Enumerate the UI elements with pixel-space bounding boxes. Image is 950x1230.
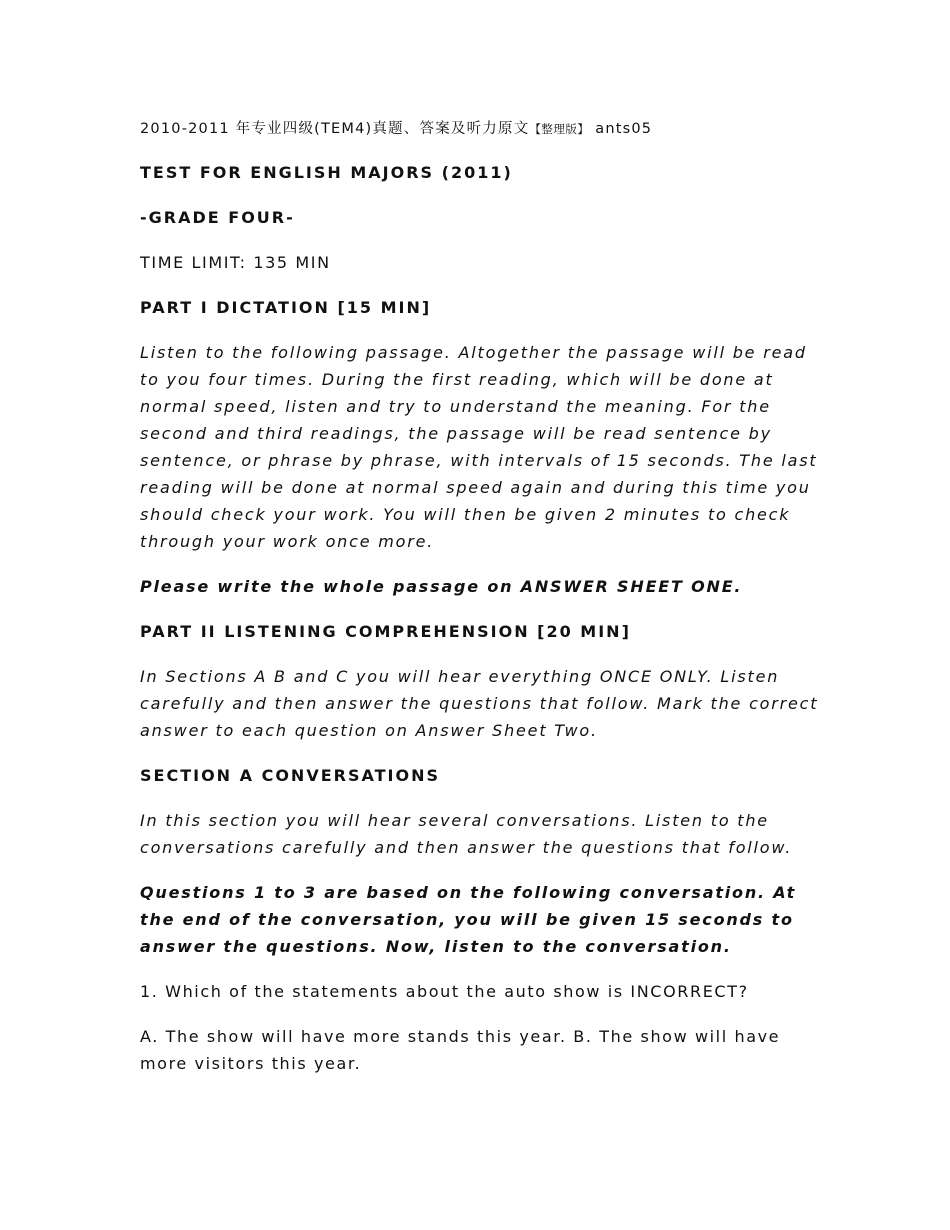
question-1: 1. Which of the statements about the auto show is INCORRECT? <box>140 982 749 1001</box>
header-tail-text: ants05 <box>589 121 653 137</box>
test-title: TEST FOR ENGLISH MAJORS (2011) <box>140 163 513 182</box>
sectionA-heading: SECTION A CONVERSATIONS <box>140 766 440 785</box>
part1-heading: PART I DICTATION [15 MIN] <box>140 298 432 317</box>
questions-intro: Questions 1 to 3 are based on the following conversation. At the end of the conversation, you will be given 15 seconds to answer the questions. Now, listen to the conversation. <box>140 883 797 956</box>
sectionA-instructions: In this section you will hear several conversations. Listen to the conversations carefully and then answer the questions that follow. <box>140 811 793 857</box>
header-main-text: 2010-2011 年专业四级(TEM4)真题、答案及听力原文 <box>140 121 530 137</box>
grade-heading: -GRADE FOUR- <box>140 208 295 227</box>
question-1-options: A. The show will have more stands this year. B. The show will have more visitors this year. <box>140 1027 781 1073</box>
header-small-text: 【整理版】 <box>529 122 590 136</box>
part1-instructions: Listen to the following passage. Altogether the passage will be read to you four times. During the first reading, which will be done at normal speed, listen and try to understand the meaning. For the second and third readings, the passage will be read sentence by sentence, or phrase by phrase, with intervals of 15 seconds. The last reading will be done at normal speed again and during this time you should check your work. You will then be given 2 minutes to check through your work once more. <box>140 343 818 551</box>
part2-instructions: In Sections A B and C you will hear everything ONCE ONLY. Listen carefully and then answer the questions that follow. Mark the correct answer to each question on Answer Sheet Two. <box>140 667 819 740</box>
part2-heading: PART II LISTENING COMPREHENSION [20 MIN] <box>140 622 631 641</box>
document-header <box>140 116 820 143</box>
document-page <box>140 116 820 1095</box>
time-limit: TIME LIMIT: 135 MIN <box>140 253 331 272</box>
part1-answer-note: Please write the whole passage on ANSWER SHEET ONE. <box>140 577 743 596</box>
